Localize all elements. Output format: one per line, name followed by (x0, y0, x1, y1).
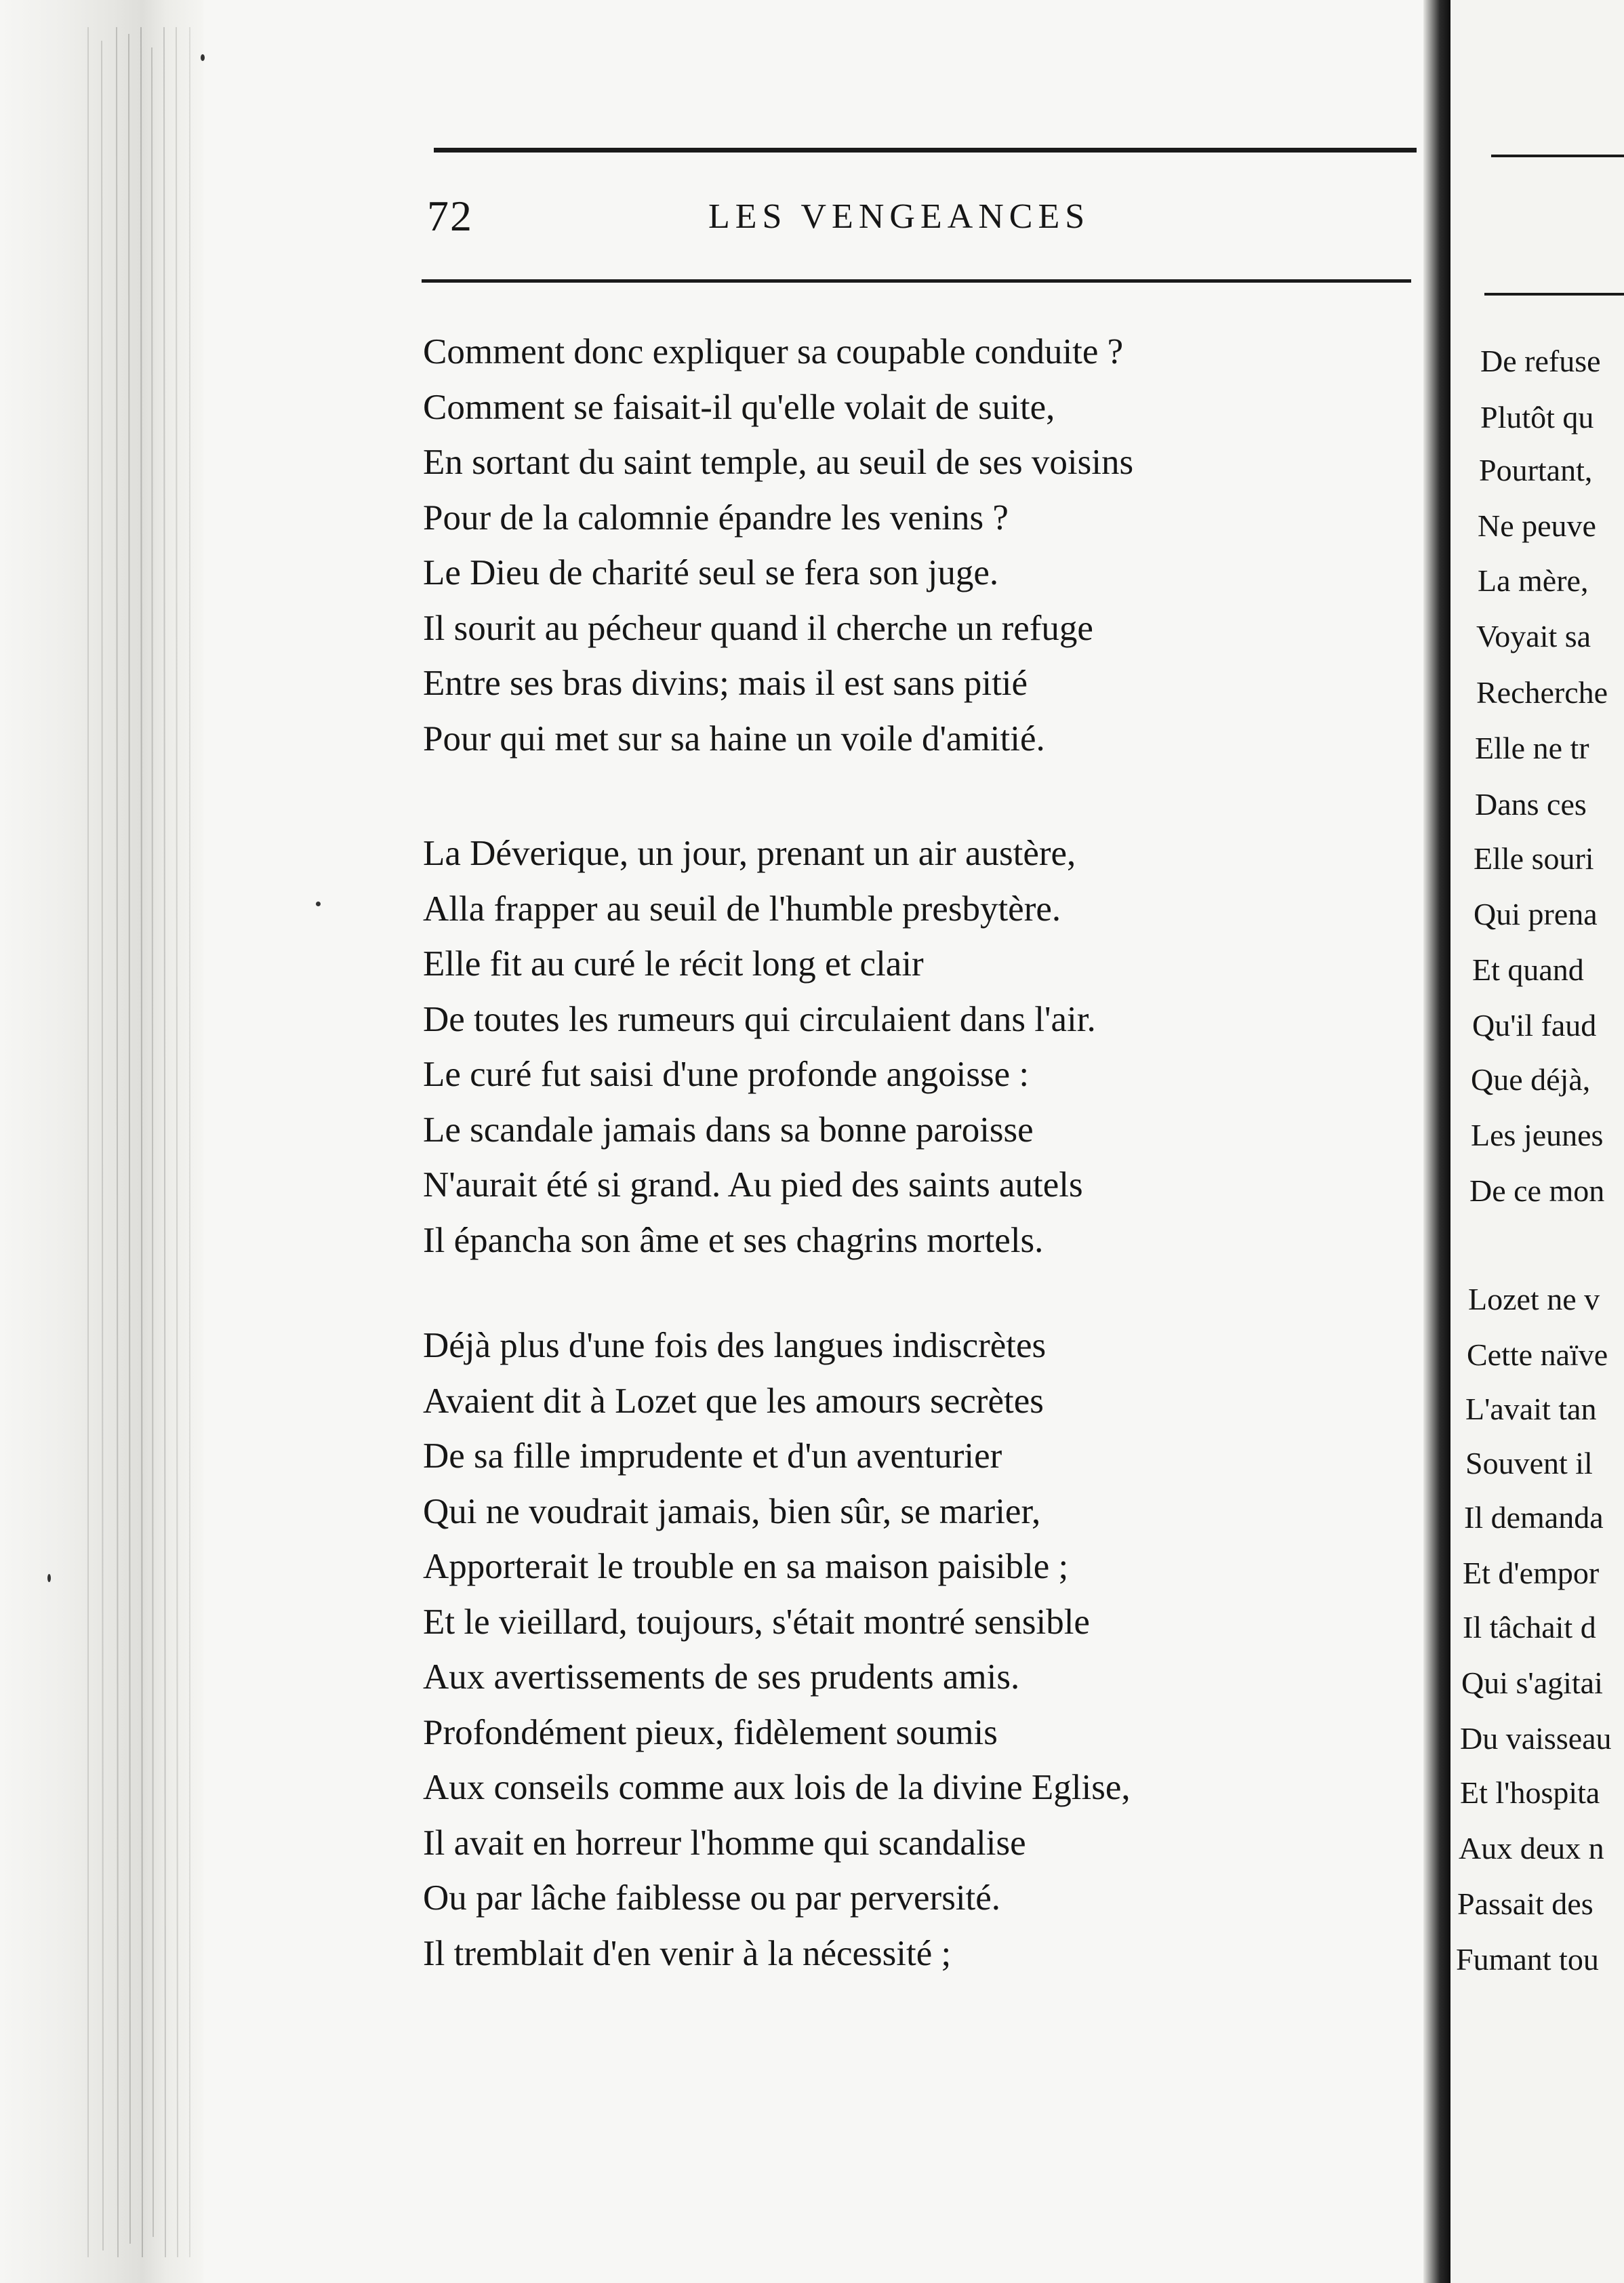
facing-page-line: Dans ces (1475, 787, 1587, 822)
facing-page-line: Qui s'agitai (1461, 1665, 1603, 1700)
facing-page-line: Pourtant, (1479, 453, 1593, 487)
facing-page-line: Passait des (1457, 1886, 1593, 1921)
verse-line: Il sourit au pécheur quand il cherche un refuge (423, 608, 1093, 648)
stanza-2 (423, 826, 1372, 1268)
facing-header-rule-top (1491, 155, 1624, 157)
facing-page-line: Qui prena (1474, 897, 1598, 931)
facing-page-line: Les jeunes (1471, 1118, 1604, 1152)
verse-line: Le curé fut saisi d'une profonde angoisse : (423, 1055, 1030, 1094)
verse-line: Entre ses bras divins; mais il est sans pitié (423, 664, 1028, 703)
facing-page-line: Lozet ne v (1468, 1282, 1600, 1316)
facing-page-line: Du vaisseau (1460, 1721, 1612, 1756)
verse-line: Elle fit au curé le récit long et clair (423, 944, 924, 984)
verse-line: N'aurait été si grand. Au pied des saints autels (423, 1165, 1083, 1205)
facing-page-line: De refuse (1480, 344, 1601, 378)
facing-page-line: Aux deux n (1459, 1831, 1604, 1865)
verse-line: Avaient dit à Lozet que les amours secrètes (423, 1381, 1044, 1421)
verse-line: Comment donc expliquer sa coupable conduite ? (423, 332, 1124, 371)
header-rule-top (434, 148, 1417, 153)
verse-line: De toutes les rumeurs qui circulaient dans l'air. (423, 999, 1096, 1039)
verse-line: Profondément pieux, fidèlement soumis (423, 1712, 998, 1752)
verse-line: Aux avertissements de ses prudents amis. (423, 1657, 1020, 1697)
facing-page-line: Qu'il faud (1472, 1008, 1597, 1043)
verse-line: En sortant du saint temple, au seuil de ses voisins (423, 443, 1134, 482)
verse-line: De sa fille imprudente et d'un aventurier (423, 1436, 1002, 1476)
verse-line: Et le vieillard, toujours, s'était montré sensible (423, 1602, 1090, 1642)
facing-header-rule-bottom (1484, 293, 1624, 296)
verse-line: Pour qui met sur sa haine un voile d'amitié. (423, 719, 1045, 759)
paper-speck (201, 54, 205, 61)
verse-line: Il épancha son âme et ses chagrins mortels. (423, 1220, 1044, 1260)
paper-speck (47, 1574, 51, 1582)
verse-line: Apporterait le trouble en sa maison paisible ; (423, 1547, 1069, 1586)
facing-page-line: La mère, (1478, 563, 1589, 598)
facing-page-line: Que déjà, (1471, 1062, 1591, 1097)
facing-page-line: L'avait tan (1465, 1392, 1597, 1426)
verse-line: Déjà plus d'une fois des langues indiscrètes (423, 1326, 1047, 1365)
facing-page-line: Fumant tou (1456, 1942, 1599, 1977)
facing-page-line: Recherche (1476, 675, 1608, 710)
facing-page-line: Il tâchait d (1463, 1610, 1596, 1644)
facing-page-line: Et quand (1472, 952, 1584, 987)
header-rule-bottom (422, 279, 1411, 283)
page-edge-stack (0, 0, 203, 2283)
verse-line: Ou par lâche faiblesse ou par perversité. (423, 1878, 1001, 1918)
stanza-1 (423, 325, 1372, 767)
facing-page-line: Voyait sa (1476, 619, 1591, 653)
verse-line: Le scandale jamais dans sa bonne paroisse (423, 1110, 1034, 1150)
running-head: LES VENGEANCES (708, 197, 1091, 236)
facing-page-line: Cette naïve (1467, 1337, 1608, 1372)
verse-line: Il avait en horreur l'homme qui scandalise (423, 1823, 1026, 1863)
paper-speck (316, 902, 321, 906)
page-number: 72 (427, 192, 473, 240)
page-edge-lines (81, 27, 197, 2257)
verse-line: Pour de la calomnie épandre les venins ? (423, 498, 1009, 538)
facing-page-line: Plutôt qu (1480, 400, 1594, 435)
verse-line: Qui ne voudrait jamais, bien sûr, se marier, (423, 1491, 1041, 1531)
facing-page-line: Ne peuve (1478, 508, 1596, 543)
verse-line: Comment se faisait-il qu'elle volait de suite, (423, 387, 1055, 427)
facing-page-line: Elle ne tr (1475, 731, 1589, 765)
verse-line: Le Dieu de charité seul se fera son juge. (423, 553, 999, 592)
verse-line: La Déverique, un jour, prenant un air austère, (423, 834, 1076, 873)
verse-line: Alla frapper au seuil de l'humble presbytère. (423, 889, 1061, 929)
facing-page-line: De ce mon (1469, 1173, 1605, 1208)
facing-page (1450, 0, 1624, 2283)
verse-line: Aux conseils comme aux lois de la divine Eglise, (423, 1768, 1131, 1807)
stanza-3 (423, 1318, 1372, 1981)
facing-page-line: Elle souri (1474, 841, 1594, 876)
facing-page-line: Souvent il (1465, 1446, 1593, 1480)
facing-page-line: Il demanda (1464, 1500, 1604, 1535)
facing-page-line: Et l'hospita (1460, 1775, 1600, 1810)
verse-line: Il tremblait d'en venir à la nécessité ; (423, 1933, 952, 1973)
facing-page-line: Et d'empor (1463, 1556, 1600, 1590)
